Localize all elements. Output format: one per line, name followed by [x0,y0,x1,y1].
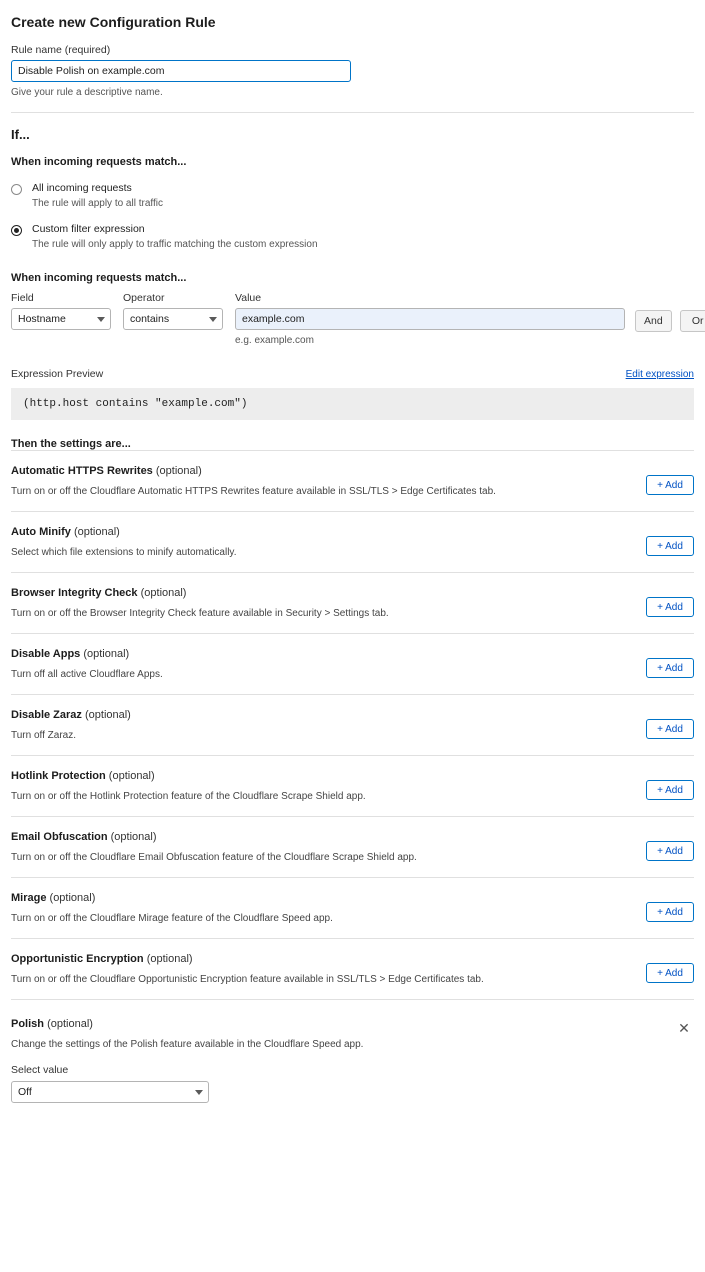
radio-icon-all-requests[interactable] [11,184,22,195]
setting-hotlink-protection [11,755,694,816]
setting-optional-tag: (optional) [84,709,131,721]
close-icon[interactable]: ✕ [676,1020,692,1036]
setting-description: Turn off Zaraz. [11,730,77,741]
setting-title [11,892,694,904]
setting-title [11,648,694,660]
rule-name-label: Rule name (required) [11,44,111,56]
then-heading: Then the settings are... [11,438,131,450]
setting-title-text: Browser Integrity Check [11,587,138,599]
and-button[interactable]: And [635,310,672,332]
builder-heading: When incoming requests match... [11,272,187,284]
setting-disable-zaraz [11,694,694,755]
setting-description: Select which file extensions to minify automatically. [11,547,237,558]
add-button[interactable]: + Add [646,719,694,739]
setting-polish [11,999,694,1117]
operator-select-value[interactable]: contains [123,308,223,330]
if-heading: If... [11,127,30,142]
setting-browser-integrity-check [11,572,694,633]
rule-name-input[interactable] [11,60,351,82]
add-button[interactable]: + Add [646,536,694,556]
add-button[interactable]: + Add [646,475,694,495]
chevron-down-icon [209,317,217,322]
field-label: Field [11,292,34,304]
polish-value-select[interactable] [11,1081,209,1103]
value-hint: e.g. example.com [235,335,314,346]
setting-description: Change the settings of the Polish feature available in the Cloudflare Speed app. [11,1039,364,1050]
add-button[interactable]: + Add [646,963,694,983]
setting-optional-tag: (optional) [47,1018,93,1030]
page-title: Create new Configuration Rule [11,14,216,30]
chevron-down-icon [97,317,105,322]
setting-title-text: Hotlink Protection [11,770,106,782]
setting-title-text: Auto Minify [11,526,71,538]
setting-title-text: Email Obfuscation [11,831,108,843]
setting-title [11,770,694,782]
setting-title [11,1018,694,1030]
field-select-value[interactable]: Hostname [11,308,111,330]
setting-description: Turn on or off the Cloudflare Automatic HTTPS Rewrites feature available in SSL/TLS > Edge Certificates tab. [11,486,496,497]
operator-select[interactable] [123,308,223,330]
setting-optional-tag: (optional) [146,953,193,965]
setting-description: Turn on or off the Hotlink Protection feature of the Cloudflare Scrape Shield app. [11,791,366,802]
value-label: Value [235,292,262,304]
setting-email-obfuscation [11,816,694,877]
setting-optional-tag: (optional) [110,831,157,843]
setting-optional-tag: (optional) [155,465,202,477]
setting-title-text: Polish [11,1018,45,1030]
setting-description: Turn on or off the Cloudflare Email Obfuscation feature of the Cloudflare Scrape Shield app. [11,852,417,863]
operator-label: Operator [123,292,165,304]
radio-option-custom-filter[interactable] [11,223,694,250]
setting-description: Turn off all active Cloudflare Apps. [11,669,163,680]
setting-title [11,465,694,477]
or-button[interactable]: Or [680,310,705,332]
radio-label-all-requests: All incoming requests [32,182,132,194]
setting-optional-tag: (optional) [83,648,130,660]
setting-auto-minify [11,511,694,572]
filter-expression-builder [11,292,704,346]
add-button[interactable]: + Add [646,902,694,922]
setting-description: Turn on or off the Cloudflare Opportunistic Encryption feature available in SSL/TLS > Edge Certificates tab. [11,974,484,985]
setting-opportunistic-encryption [11,938,694,999]
setting-title-text: Opportunistic Encryption [11,953,144,965]
polish-select-label: Select value [11,1064,69,1076]
field-select[interactable] [11,308,111,330]
expression-preview-label: Expression Preview [11,368,104,380]
radio-option-all-requests[interactable] [11,182,694,209]
radio-desc-all-requests: The rule will apply to all traffic [32,198,163,209]
edit-expression-link[interactable]: Edit expression [625,369,694,380]
setting-disable-apps [11,633,694,694]
add-button[interactable]: + Add [646,597,694,617]
add-button[interactable]: + Add [646,841,694,861]
setting-description: Turn on or off the Cloudflare Mirage feature of the Cloudflare Speed app. [11,913,333,924]
setting-optional-tag: (optional) [140,587,187,599]
expression-preview-header [11,368,694,380]
setting-title [11,587,694,599]
setting-title-text: Disable Apps [11,648,81,660]
value-input[interactable] [235,308,625,330]
polish-value-select-value[interactable]: Off [11,1081,209,1103]
setting-title [11,526,694,538]
match-heading: When incoming requests match... [11,156,187,168]
setting-optional-tag: (optional) [108,770,155,782]
setting-title-text: Disable Zaraz [11,709,82,721]
setting-optional-tag: (optional) [49,892,96,904]
rule-name-help: Give your rule a descriptive name. [11,87,163,98]
setting-automatic-https-rewrites [11,450,694,511]
setting-title [11,709,694,721]
expression-preview-box: (http.host contains "example.com") [11,388,694,420]
radio-icon-custom-filter[interactable] [11,225,22,236]
add-button[interactable]: + Add [646,658,694,678]
setting-optional-tag: (optional) [73,526,120,538]
setting-title [11,953,694,965]
add-button[interactable]: + Add [646,780,694,800]
setting-title-text: Automatic HTTPS Rewrites [11,465,153,477]
setting-title [11,831,694,843]
radio-label-custom-filter: Custom filter expression [32,223,145,235]
setting-mirage [11,877,694,938]
setting-title-text: Mirage [11,892,47,904]
radio-desc-custom-filter: The rule will only apply to traffic matching the custom expression [32,239,318,250]
setting-description: Turn on or off the Browser Integrity Check feature available in Security > Settings tab. [11,608,389,619]
divider [11,112,694,113]
chevron-down-icon [195,1090,203,1095]
